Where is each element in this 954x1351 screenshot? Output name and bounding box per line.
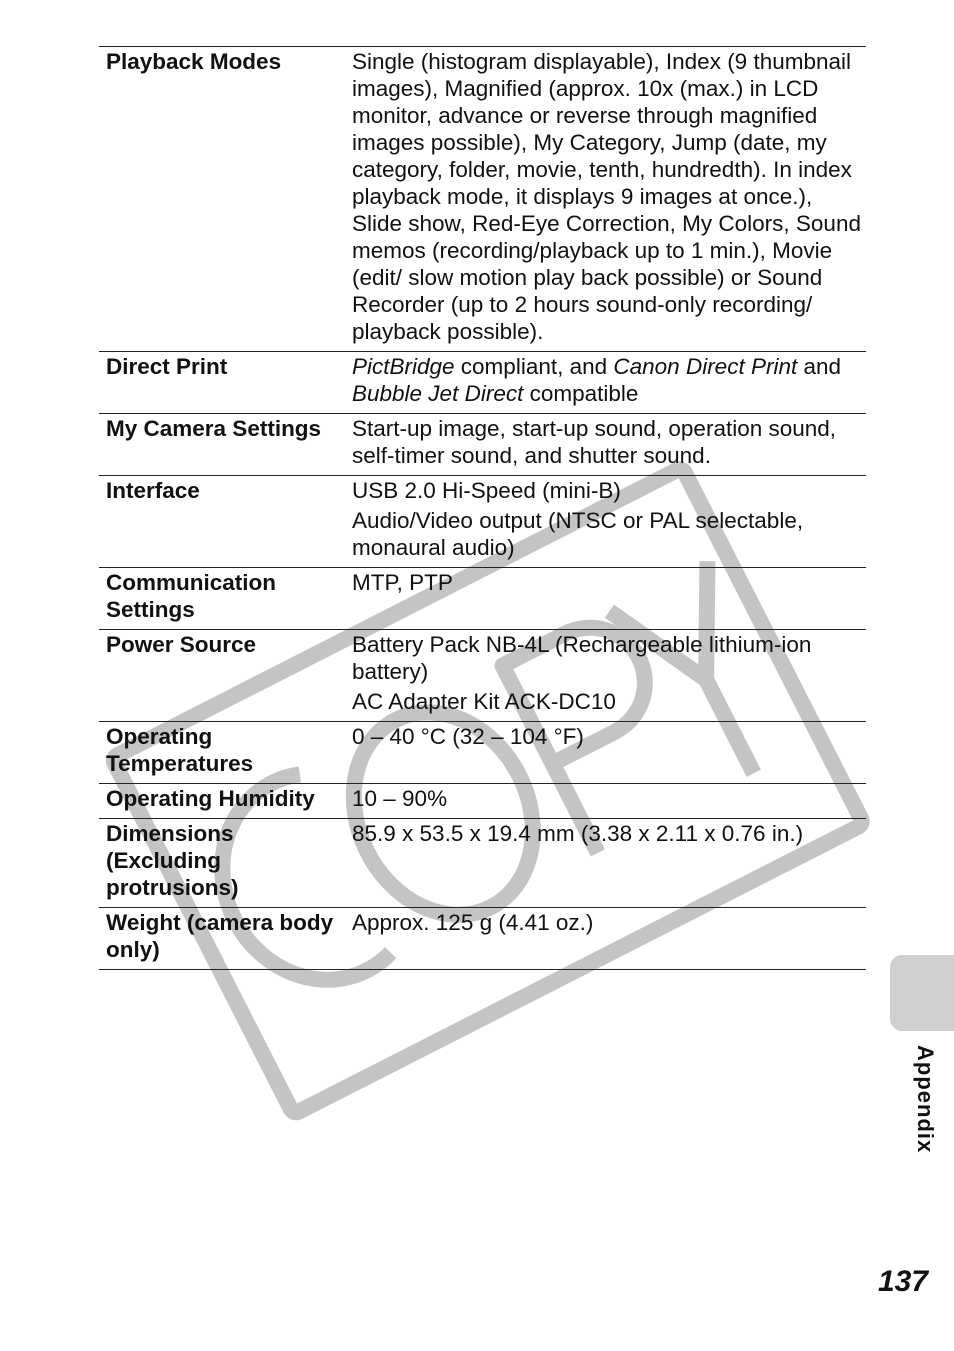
spec-label: Dimensions (Excluding protrusions): [106, 821, 239, 900]
spec-label: Power Source: [106, 632, 257, 657]
spec-label: Direct Print: [106, 354, 228, 379]
spec-value-text: Single (histogram displayable), Index (9 thumbnail images), Magnified (approx. 10x (max.) in LCD monitor, advance or reverse through magnified images possible), My Category, Jump (date, my category, folder, movie, tenth, hundredth). In index playback mode, it displays 9 images at once.), Slide show, Red-Eye Correction, My Colors, Sound memos (recording/playback up to 1 min.), Movie (edit/ slow motion play back possible) or Sound Recorder (up to 2 hours sound-only recording/ playback possible).: [352, 49, 861, 344]
spec-value-text: compliant, and: [454, 354, 614, 379]
spec-label: Operating Humidity: [106, 786, 315, 811]
spec-value: [352, 722, 866, 784]
spec-value-line: [352, 785, 866, 812]
spec-row: [99, 722, 866, 784]
spec-value: [352, 414, 866, 476]
spec-row: [99, 819, 866, 908]
spec-value-text: compatible: [523, 381, 639, 406]
spec-label: Playback Modes: [106, 49, 282, 74]
spec-value-line: [352, 569, 866, 596]
spec-value-line: [352, 477, 866, 504]
spec-value-text: Battery Pack NB-4L (Rechargeable lithium-ion battery): [352, 632, 812, 684]
spec-value-text: MTP, PTP: [352, 570, 453, 595]
appendix-tab: [890, 955, 954, 1031]
spec-value-italic: Canon Direct Print: [613, 354, 798, 379]
spec-value-text: 85.9 x 53.5 x 19.4 mm (3.38 x 2.11 x 0.76 in.): [352, 821, 804, 846]
spec-value: [352, 819, 866, 908]
spec-row: [99, 352, 866, 414]
spec-value-text: Approx. 125 g (4.41 oz.): [352, 910, 594, 935]
specifications-table: [99, 46, 866, 970]
spec-value-line: [352, 48, 866, 345]
spec-row: [99, 414, 866, 476]
spec-value-line: [352, 723, 866, 750]
spec-value-line: [352, 507, 866, 561]
spec-value-italic: PictBridge: [352, 354, 455, 379]
spec-row: [99, 476, 866, 568]
spec-row: [99, 908, 866, 970]
spec-value-line: [352, 688, 866, 715]
spec-value-line: [352, 820, 866, 847]
spec-value-line: [352, 631, 866, 685]
spec-value: [352, 47, 866, 352]
spec-value-line: [352, 353, 866, 407]
spec-label: My Camera Settings: [106, 416, 322, 441]
spec-value: [352, 568, 866, 630]
spec-value-text: AC Adapter Kit ACK-DC10: [352, 689, 616, 714]
spec-value: [352, 784, 866, 819]
spec-value-text: 0 – 40 °C (32 – 104 °F): [352, 724, 584, 749]
spec-row: [99, 47, 866, 352]
spec-value-line: [352, 909, 866, 936]
spec-label: Operating Temperatures: [106, 724, 254, 776]
spec-label: Weight (camera body only): [106, 910, 334, 962]
page-number: 137: [877, 1265, 928, 1298]
spec-value-text: USB 2.0 Hi-Speed (mini-B): [352, 478, 621, 503]
spec-value-italic: Bubble Jet Direct: [352, 381, 524, 406]
spec-value-line: [352, 415, 866, 469]
spec-value: [352, 630, 866, 722]
spec-value-text: 10 – 90%: [352, 786, 448, 811]
spec-row: [99, 630, 866, 722]
spec-value-text: Audio/Video output (NTSC or PAL selectable, monaural audio): [352, 508, 804, 560]
spec-label: Communication Settings: [106, 570, 277, 622]
spec-row: [99, 568, 866, 630]
spec-value: [352, 352, 866, 414]
appendix-label: Appendix: [913, 1045, 938, 1154]
spec-value: [352, 908, 866, 970]
spec-value: [352, 476, 866, 568]
spec-label: Interface: [106, 478, 200, 503]
spec-value-text: Start-up image, start-up sound, operation sound, self-timer sound, and shutter sound.: [352, 416, 837, 468]
spec-value-text: and: [797, 354, 842, 379]
spec-row: [99, 784, 866, 819]
